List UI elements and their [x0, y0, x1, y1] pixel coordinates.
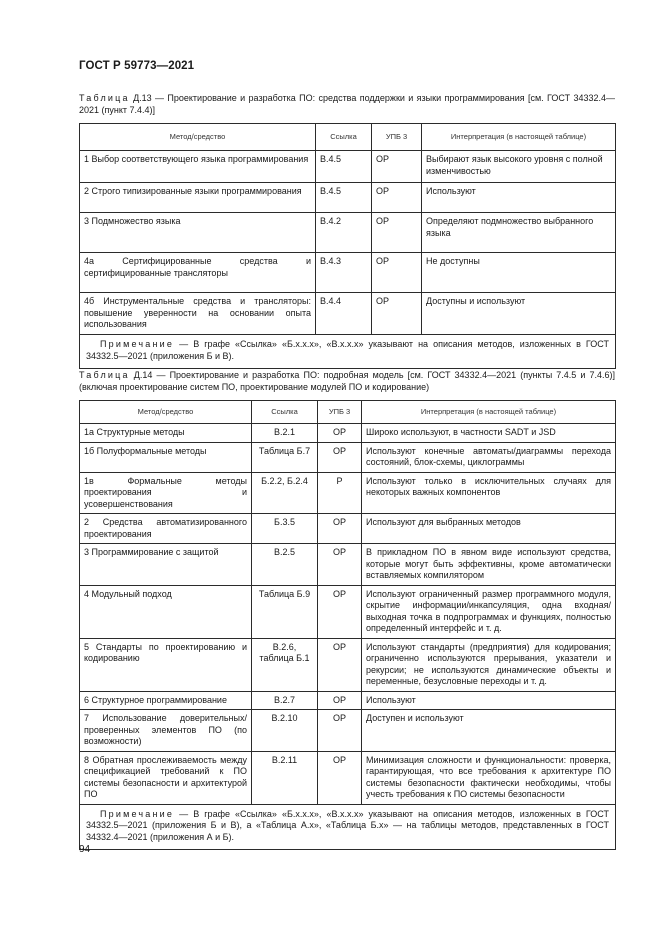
- reference-cell: Б.3.5: [252, 514, 318, 544]
- method-cell: 1 Выбор соответствующего языка программирования: [80, 151, 316, 183]
- table-d14: [79, 400, 616, 850]
- method-cell: 8 Обратная прослеживаемость между спецификацией требований к ПО системы безопасности и архитектурой ПО: [80, 751, 252, 804]
- table1-caption: [79, 92, 615, 116]
- method-cell: 4б Инструментальные средства и трансляторы: повышение уверенности на основании опыта использования: [80, 293, 316, 335]
- table2-caption-text: Д.14 — Проектирование и разработка ПО: подробная модель [см. ГОСТ 34332.4—2021 (пункты 7.4.5 и 7.4.6)] (включая проектирование систем ПО, проектирование модулей ПО и кодирование): [79, 370, 615, 392]
- method-cell: 2 Строго типизированные языки программирования: [80, 183, 316, 213]
- column-header: УПБ 3: [372, 124, 422, 151]
- table1-caption-text: Д.13 — Проектирование и разработка ПО: средства поддержки и языки программирования [см. ГОСТ 34332.4—2021 (пункт 7.4.4)]: [79, 93, 615, 115]
- interpretation-cell: Не доступны: [422, 253, 616, 293]
- method-cell: 4а Сертифицированные средства и сертифицированные трансляторы: [80, 253, 316, 293]
- method-cell: 3 Программирование с защитой: [80, 544, 252, 586]
- level-cell: ОР: [372, 183, 422, 213]
- interpretation-cell: Доступны и используют: [422, 293, 616, 335]
- interpretation-cell: В прикладном ПО в явном виде используют средства, которые могут быть эффективны, кроме автоматически вставляемых компилятором: [362, 544, 616, 586]
- table-row: [80, 638, 616, 691]
- reference-cell: В.2.1: [252, 424, 318, 443]
- table-row: [80, 183, 616, 213]
- level-cell: Р: [318, 472, 362, 514]
- table-row: [80, 585, 616, 638]
- table1-caption-label: Таблица: [79, 93, 130, 103]
- column-header: Ссылка: [252, 401, 318, 424]
- method-cell: 3 Подмножество языка: [80, 213, 316, 253]
- table-d13: [79, 123, 616, 369]
- method-cell: 1б Полуформальные методы: [80, 442, 252, 472]
- table-row: [80, 544, 616, 586]
- column-header: Метод/средство: [80, 401, 252, 424]
- method-cell: 7 Использование доверительных/проверенных элементов ПО (по возможности): [80, 710, 252, 752]
- note-text: — В графе «Ссылка» «Б.х.х.х», «В.х.х.х» указывают на описания методов, изложенных в ГОСТ 34332.5—2021 (приложения Б и В).: [86, 339, 609, 361]
- table-row: [80, 213, 616, 253]
- method-cell: 4 Модульный подход: [80, 585, 252, 638]
- reference-cell: В.2.6, таблица Б.1: [252, 638, 318, 691]
- reference-cell: Б.2.2, Б.2.4: [252, 472, 318, 514]
- table-row: [80, 751, 616, 804]
- column-header: Интерпретация (в настоящей таблице): [422, 124, 616, 151]
- table-row: [80, 424, 616, 443]
- reference-cell: В.2.11: [252, 751, 318, 804]
- method-cell: 2 Средства автоматизированного проектирования: [80, 514, 252, 544]
- interpretation-cell: Доступен и используют: [362, 710, 616, 752]
- table-note-row: [80, 804, 616, 850]
- level-cell: ОР: [372, 151, 422, 183]
- table-row: [80, 442, 616, 472]
- level-cell: ОР: [318, 442, 362, 472]
- interpretation-cell: Используют для выбранных методов: [362, 514, 616, 544]
- level-cell: ОР: [318, 751, 362, 804]
- interpretation-cell: Используют: [422, 183, 616, 213]
- level-cell: ОР: [318, 638, 362, 691]
- table-header-row: [80, 401, 616, 424]
- interpretation-cell: Используют конечные автоматы/диаграммы перехода состояний, блок-схемы, циклограммы: [362, 442, 616, 472]
- note-label: Примечание: [100, 808, 175, 819]
- note-label: Примечание: [100, 339, 175, 349]
- level-cell: ОР: [318, 710, 362, 752]
- table-note: [80, 804, 616, 850]
- table-row: [80, 691, 616, 710]
- note-text: — В графе «Ссылка» «Б.х.х.х», «В.х.х.х» указывают на описания методов, изложенных в ГОСТ 34332.5—2021 (приложения Б и В), а «Таблица А.х», «Таблица Б.х» — на таблицы методов, представленных в ГОСТ 34332.4—2021 (приложения А и Б).: [86, 808, 609, 842]
- reference-cell: В.2.5: [252, 544, 318, 586]
- level-cell: ОР: [318, 514, 362, 544]
- level-cell: ОР: [318, 544, 362, 586]
- method-cell: 5 Стандарты по проектированию и кодированию: [80, 638, 252, 691]
- reference-cell: Таблица Б.7: [252, 442, 318, 472]
- method-cell: 1а Структурные методы: [80, 424, 252, 443]
- reference-cell: В.4.5: [316, 151, 372, 183]
- table-note-row: [80, 335, 616, 369]
- table-row: [80, 253, 616, 293]
- reference-cell: В.4.5: [316, 183, 372, 213]
- document-header: ГОСТ Р 59773—2021: [79, 60, 195, 72]
- method-cell: 1в Формальные методы проектирования и усовершенствования: [80, 472, 252, 514]
- interpretation-cell: Используют стандарты (предприятия) для кодирования; ограниченно используются прерывания, указатели и рекурсии; не используются динамические объекты и переменные, безусловные переходы и т. д.: [362, 638, 616, 691]
- table-row: [80, 514, 616, 544]
- reference-cell: В.4.3: [316, 253, 372, 293]
- table-header-row: [80, 124, 616, 151]
- page-number: 94: [79, 844, 91, 855]
- level-cell: ОР: [372, 293, 422, 335]
- interpretation-cell: Используют только в исключительных случаях для некоторых важных компонентов: [362, 472, 616, 514]
- table-row: [80, 151, 616, 183]
- column-header: Метод/средство: [80, 124, 316, 151]
- level-cell: ОР: [372, 253, 422, 293]
- table2-caption-label: Таблица: [79, 370, 130, 380]
- interpretation-cell: Выбирают язык высокого уровня с полной изменчивостью: [422, 151, 616, 183]
- column-header: Интерпретация (в настоящей таблице): [362, 401, 616, 424]
- level-cell: ОР: [318, 424, 362, 443]
- column-header: Ссылка: [316, 124, 372, 151]
- interpretation-cell: Определяют подмножество выбранного языка: [422, 213, 616, 253]
- table-note: [80, 335, 616, 369]
- column-header: УПБ 3: [318, 401, 362, 424]
- interpretation-cell: Минимизация сложности и функциональности: проверка, гарантирующая, что все требования к архитектуре ПО системы безопасности фактически необходимы, чтобы учесть требования к ПО системы безопасности: [362, 751, 616, 804]
- interpretation-cell: Широко используют, в частности SADT и JSD: [362, 424, 616, 443]
- level-cell: ОР: [318, 585, 362, 638]
- reference-cell: В.4.4: [316, 293, 372, 335]
- level-cell: ОР: [318, 691, 362, 710]
- reference-cell: Таблица Б.9: [252, 585, 318, 638]
- reference-cell: В.2.10: [252, 710, 318, 752]
- level-cell: ОР: [372, 213, 422, 253]
- reference-cell: В.4.2: [316, 213, 372, 253]
- table2-caption: [79, 369, 615, 393]
- method-cell: 6 Структурное программирование: [80, 691, 252, 710]
- interpretation-cell: Используют: [362, 691, 616, 710]
- table-row: [80, 472, 616, 514]
- reference-cell: В.2.7: [252, 691, 318, 710]
- table-row: [80, 293, 616, 335]
- interpretation-cell: Используют ограниченный размер программного модуля, скрытие информации/инкапсуляция, одна входная/выходная точка в подпрограммах и функциях, полностью определенный интерфейс и т. д.: [362, 585, 616, 638]
- table-row: [80, 710, 616, 752]
